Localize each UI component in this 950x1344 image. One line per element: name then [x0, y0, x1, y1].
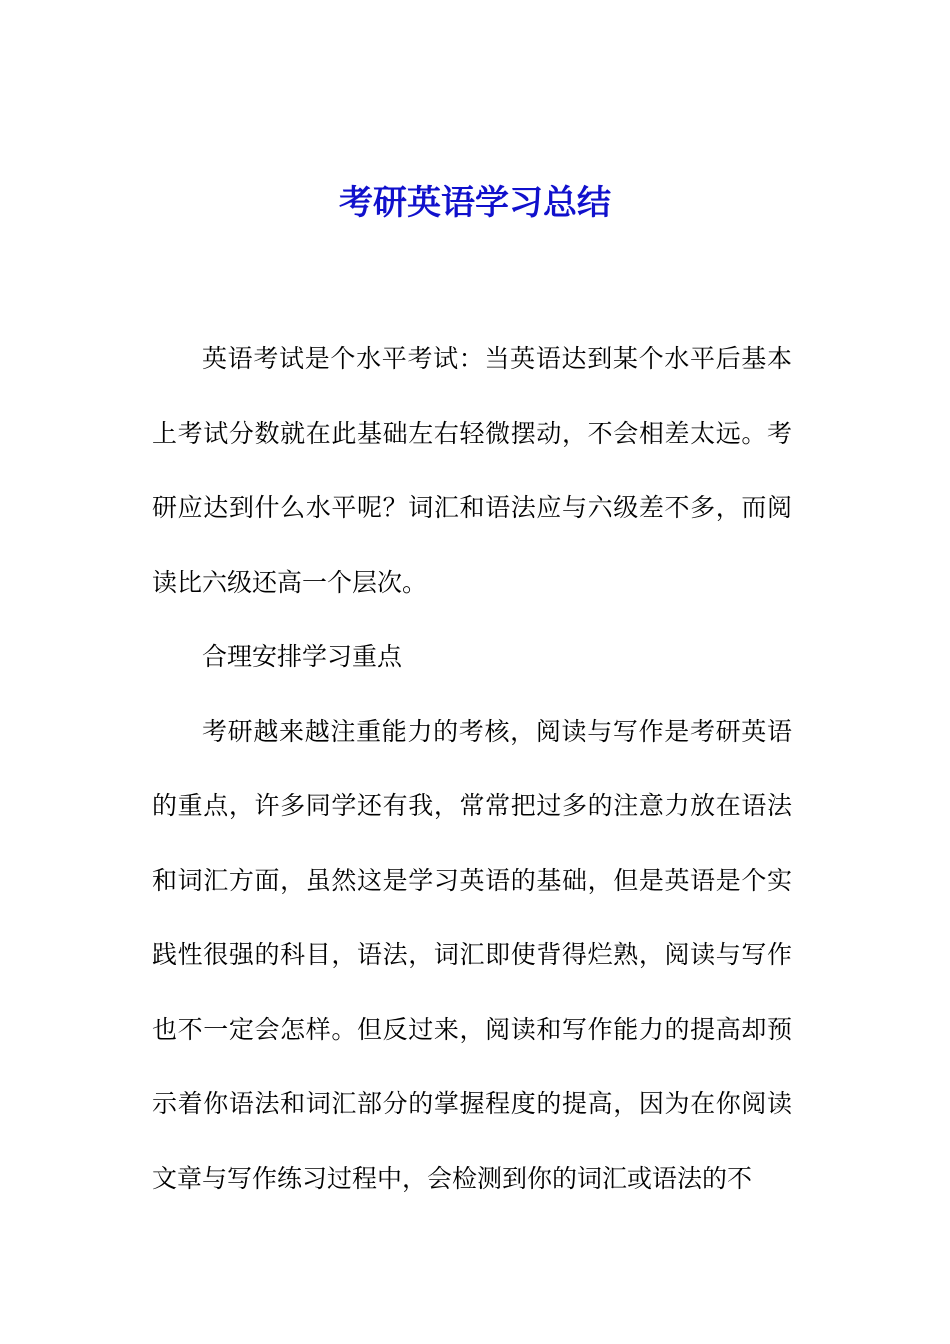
paragraph-intro: 英语考试是个水平考试：当英语达到某个水平后基本上考试分数就在此基础左右轻微摆动，不会相差太远。考研应达到什么水平呢？词汇和语法应与六级差不多，而阅读比六级还高一个层次。 — [152, 344, 792, 597]
document-body — [152, 322, 792, 1216]
paragraph-focus: 考研越来越注重能力的考核，阅读与写作是考研英语的重点，许多同学还有我，常常把过多的注意力放在语法和词汇方面，虽然这是学习英语的基础，但是英语是个实践性很强的科目，语法，词汇即使背得烂熟，阅读与写作也不一定会怎样。但反过来，阅读和写作能力的提高却预示着你语法和词汇部分的掌握程度的提高，因为在你阅读文章与写作练习过程中，会检测到你的词汇或语法的不 — [152, 716, 792, 1193]
document-title: 考研英语学习总结 — [339, 183, 611, 223]
section-heading: 合理安排学习重点 — [202, 642, 403, 671]
